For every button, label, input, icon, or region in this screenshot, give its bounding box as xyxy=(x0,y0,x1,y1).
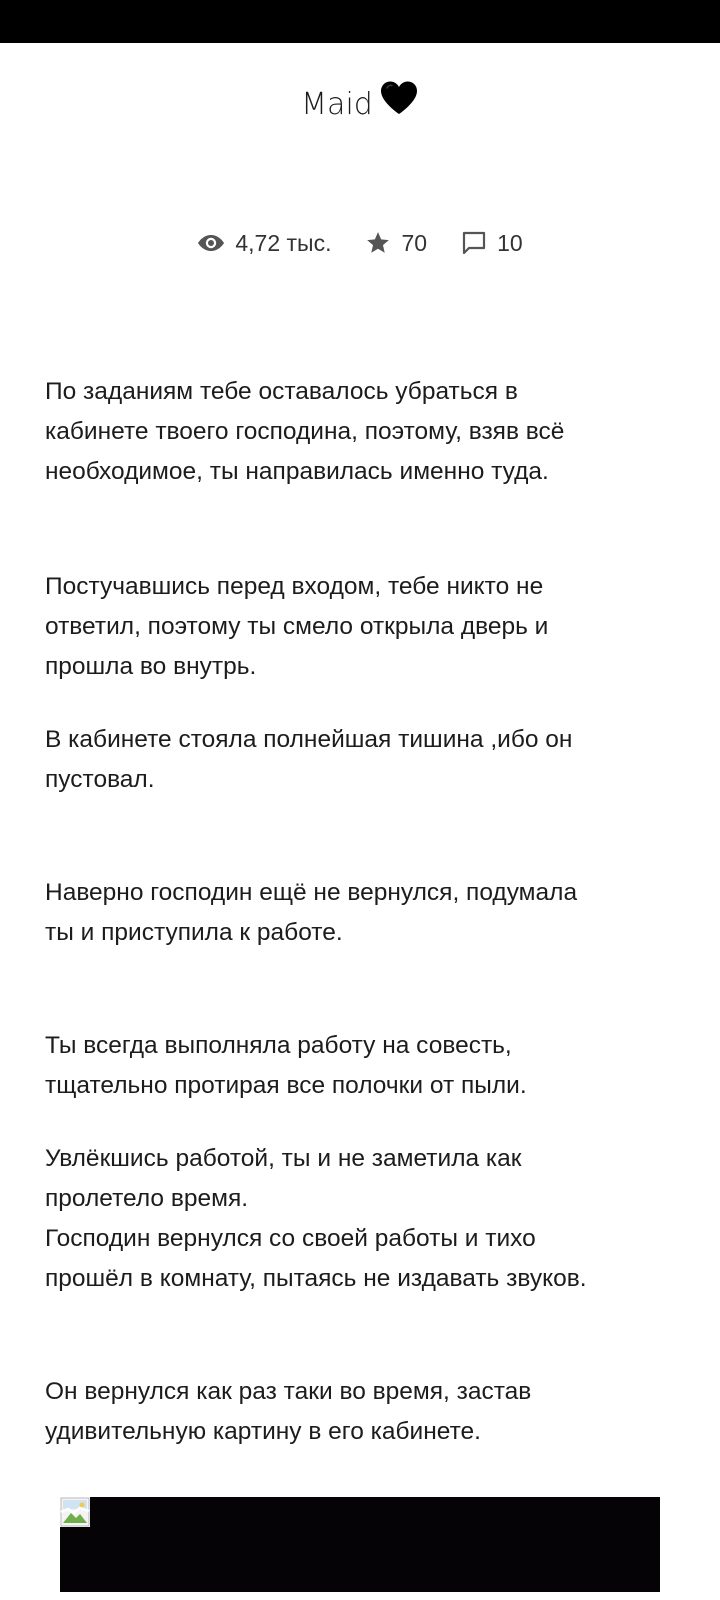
status-bar xyxy=(0,0,720,43)
story-paragraph: Постучавшись перед входом, тебе никто не ответил, поэтому ты смело открыла дверь и прошла во внутрь. xyxy=(45,573,549,680)
comment-icon[interactable] xyxy=(461,230,487,256)
comments-count: 10 xyxy=(497,230,523,256)
story-paragraph: Ты всегда выполняла работу на совесть, тщательно протирая все полочки от пыли. xyxy=(45,1032,527,1099)
story-text xyxy=(45,372,675,1452)
views-stat xyxy=(197,228,331,258)
likes-stat[interactable] xyxy=(365,228,427,258)
chapter-stats xyxy=(0,228,720,258)
story-paragraph: Он вернулся как раз таки во время, застав удивительную картину в его кабинете. xyxy=(45,1378,532,1445)
black-heart-icon xyxy=(379,80,419,127)
story-paragraph: Наверно господин ещё не вернулся, подумала ты и приступила к работе. xyxy=(45,879,578,946)
story-paragraph: Увлёкшись работой, ты и не заметила как пролетело время. Господин вернулся со своей работы и тихо прошёл в комнату, пытаясь не издавать звуков. xyxy=(45,1145,587,1292)
broken-image-icon xyxy=(60,1497,90,1527)
comments-stat[interactable] xyxy=(461,228,523,258)
likes-count: 70 xyxy=(401,230,428,256)
chapter-title: Maid xyxy=(301,87,373,122)
story-paragraph: В кабинете стояла полнейшая тишина ,ибо он пустовал. xyxy=(45,726,573,793)
chapter-title-row xyxy=(0,82,720,129)
story-paragraph: По заданиям тебе оставалось убраться в кабинете твоего господина, поэтому, взяв всё необходимое, ты направилась именно туда. xyxy=(45,378,565,485)
star-icon[interactable] xyxy=(365,230,391,256)
views-count: 4,72 тыс. xyxy=(235,230,332,256)
eye-icon xyxy=(197,233,225,253)
story-image[interactable] xyxy=(60,1497,660,1592)
